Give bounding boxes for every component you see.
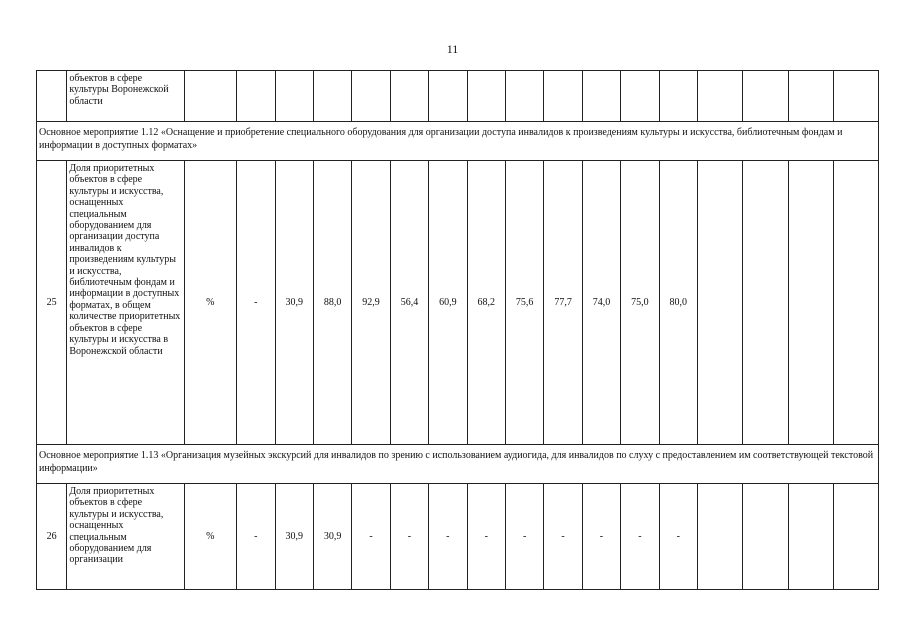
value-cell	[834, 161, 879, 445]
value-cell: 80,0	[659, 161, 697, 445]
indicator-table	[36, 70, 879, 590]
section-header: Основное мероприятие 1.13 «Организация музейных экскурсий для инвалидов по зрению с использованием аудиогида, для инвалидов по слуху с предоставлением им соответствующей текстовой информации»	[37, 445, 879, 484]
value-cell: -	[429, 484, 467, 590]
table-row	[37, 161, 879, 445]
value-cell	[697, 161, 742, 445]
value-cell: 88,0	[313, 161, 351, 445]
value-cell	[834, 484, 879, 590]
value-cell: 77,7	[544, 161, 582, 445]
section-row	[37, 122, 879, 161]
table-row-continued	[37, 71, 879, 122]
value-cell: 68,2	[467, 161, 505, 445]
value-cell: -	[544, 484, 582, 590]
value-cell	[743, 161, 788, 445]
page-number: 11	[446, 42, 459, 56]
unit-cell: %	[184, 161, 237, 445]
value-cell: -	[467, 484, 505, 590]
value-cell: 56,4	[390, 161, 428, 445]
value-cell	[743, 484, 788, 590]
value-cell	[697, 484, 742, 590]
row-number-cell: 25	[37, 161, 67, 445]
section-header: Основное мероприятие 1.12 «Оснащение и приобретение специального оборудования для организации доступа инвалидов к произведениям культуры и искусства, библиотечным фондам и информации в доступных форматах»	[37, 122, 879, 161]
value-cell: 74,0	[582, 161, 620, 445]
value-cell: 30,9	[313, 484, 351, 590]
value-cell	[788, 484, 833, 590]
indicator-name-cell: Доля приоритетных объектов в сфере культуры и искусства, оснащенных специальным оборудованием для организации доступа инвалидов к произведениям культуры и искусства, библиотечным фондам и информации в доступных форматах, в общем количестве приоритетных объектов в сфере культуры и искусства в Воронежской области	[67, 161, 184, 445]
indicator-name-cell: Доля приоритетных объектов в сфере культуры и искусства, оснащенных специальным оборудованием для организации	[67, 484, 184, 590]
value-cell: 75,0	[621, 161, 659, 445]
row-number-cell: 26	[37, 484, 67, 590]
value-cell: -	[505, 484, 543, 590]
value-cell: -	[621, 484, 659, 590]
value-cell: 92,9	[352, 161, 390, 445]
value-cell: -	[659, 484, 697, 590]
value-cell	[788, 161, 833, 445]
value-cell: -	[582, 484, 620, 590]
value-cell: 30,9	[275, 484, 313, 590]
section-row	[37, 445, 879, 484]
value-cell: -	[237, 161, 275, 445]
value-cell: -	[390, 484, 428, 590]
unit-cell: %	[184, 484, 237, 590]
row-number-cell	[37, 71, 67, 122]
value-cell: 60,9	[429, 161, 467, 445]
value-cell: -	[352, 484, 390, 590]
value-cell: 30,9	[275, 161, 313, 445]
value-cell: -	[237, 484, 275, 590]
indicator-name-cell: объектов в сфере культуры Воронежской области	[67, 71, 184, 122]
table-row	[37, 484, 879, 590]
value-cell: 75,6	[505, 161, 543, 445]
